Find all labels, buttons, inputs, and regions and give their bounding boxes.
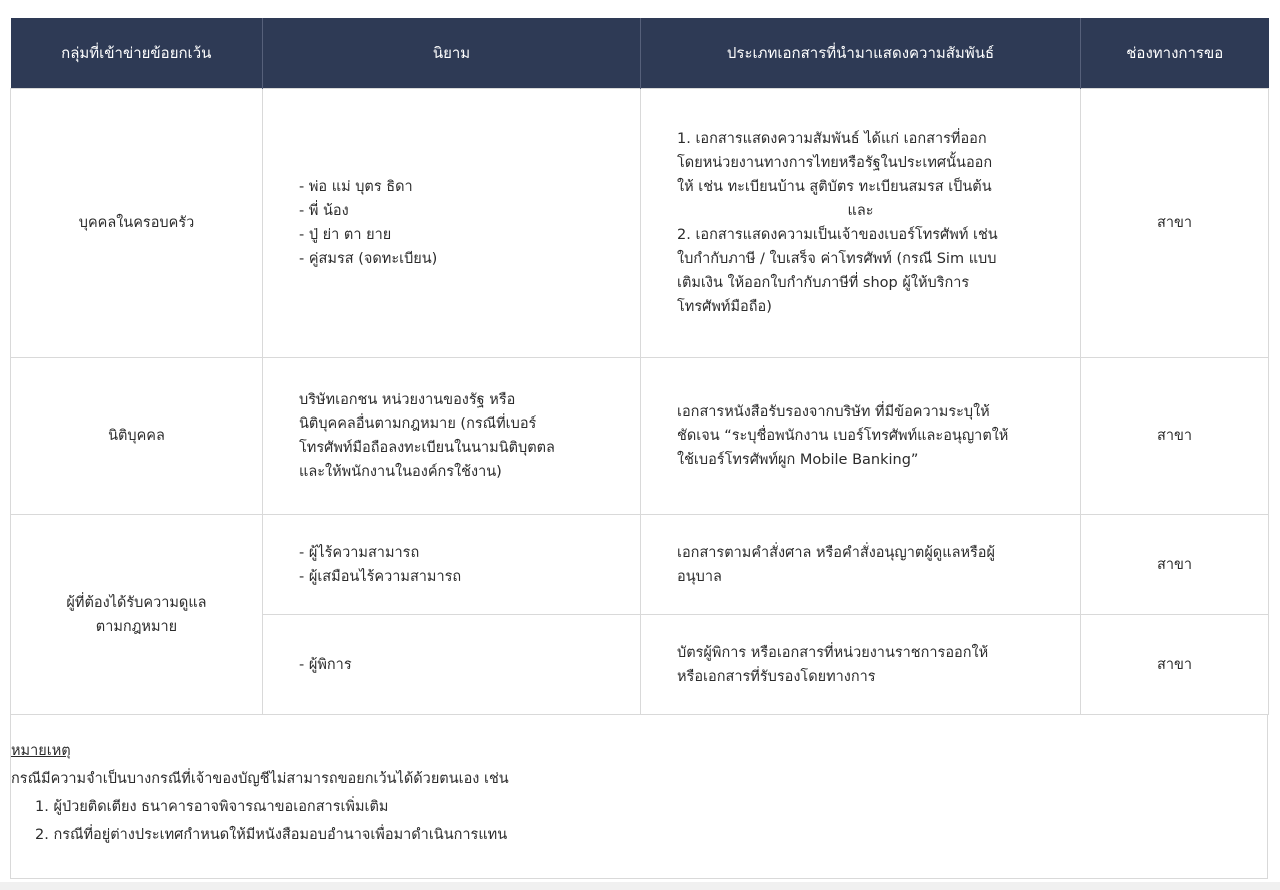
definition-incapacitated [263, 515, 641, 615]
header-channel: ช่องทางการขอ [1081, 18, 1269, 89]
channel-disabled: สาขา [1081, 615, 1269, 715]
table-row-juristic [11, 358, 1269, 515]
header-documents: ประเภทเอกสารที่นำมาแสดงความสัมพันธ์ [641, 18, 1081, 89]
documents-line: เอกสารตามคำสั่งศาล หรือคำสั่งอนุญาตผู้ดูแลหรือผู้ [677, 544, 996, 561]
definition-line: - พ่อ แม่ บุตร ธิดา [299, 179, 413, 195]
definition-line: และให้พนักงานในองค์กรใช้งาน) [299, 464, 502, 480]
definition-line: โทรศัพท์มือถือลงทะเบียนในนามนิติบุตตล [299, 440, 555, 456]
channel-family: สาขา [1081, 89, 1269, 358]
definition-family [263, 89, 641, 358]
definition-line: - ผู้ไร้ความสามารถ [299, 544, 420, 561]
table-row-family [11, 89, 1269, 358]
exception-document-page [10, 18, 1268, 879]
note-intro: กรณีมีความจำเป็นบางกรณีที่เจ้าของบัญชีไม่สามารถขอยกเว้นได้ด้วยตนเอง เช่น [11, 771, 509, 787]
documents-line: ใช้เบอร์โทรศัพท์ผูก Mobile Banking” [677, 452, 919, 468]
note-section [10, 715, 1268, 879]
documents-line: เติมเงิน ให้ออกใบกำกับภาษีที่ shop ผู้ให้บริการ [677, 275, 970, 291]
header-group: กลุ่มที่เข้าข่ายข้อยกเว้น [11, 18, 263, 89]
documents-line: และ [847, 203, 874, 219]
documents-line: ชัดเจน “ระบุชื่อพนักงาน เบอร์โทรศัพท์และอนุญาตให้ [677, 428, 1009, 444]
group-guardianship [11, 515, 263, 715]
definition-line: - ปู่ ย่า ตา ยาย [299, 227, 392, 243]
documents-line: โทรศัพท์มือถือ) [677, 299, 772, 315]
definition-disabled [263, 615, 641, 715]
definition-line: นิติบุคคลอื่นตามกฎหมาย (กรณีที่เบอร์ [299, 416, 537, 432]
documents-line: ใบกำกับภาษี / ใบเสร็จ ค่าโทรศัพท์ (กรณี Sim แบบ [677, 251, 997, 267]
table-header-row [11, 18, 1269, 89]
documents-line: อนุบาล [677, 568, 722, 585]
group-family: บุคคลในครอบครัว [11, 89, 263, 358]
note-item: 1. ผู้ป่วยติดเตียง ธนาคารอาจพิจารณาขอเอกสารเพิ่มเติม [35, 799, 389, 815]
definition-line: บริษัทเอกชน หน่วยงานของรัฐ หรือ [299, 392, 516, 408]
note-item: 2. กรณีที่อยู่ต่างประเทศกำหนดให้มีหนังสือมอบอำนาจเพื่อมาดำเนินการแทน [35, 827, 508, 843]
exception-groups-table [10, 18, 1269, 715]
channel-incapacitated: สาขา [1081, 515, 1269, 615]
definition-line: - พี่ น้อง [299, 203, 349, 219]
definition-line: - คู่สมรส (จดทะเบียน) [299, 251, 438, 267]
group-line: ผู้ที่ต้องได้รับความดูแล [66, 594, 207, 611]
documents-line: เอกสารหนังสือรับรองจากบริษัท ที่มีข้อความระบุให้ [677, 404, 990, 420]
definition-juristic [263, 358, 641, 515]
table-row-incapacitated [11, 515, 1269, 615]
documents-line: ให้ เช่น ทะเบียนบ้าน สูติบัตร ทะเบียนสมรส เป็นต้น [677, 179, 992, 195]
documents-line: โดยหน่วยงานทางการไทยหรือรัฐในประเทศนั้นออก [677, 155, 993, 171]
documents-juristic [641, 358, 1081, 515]
documents-incapacitated [641, 515, 1081, 615]
documents-line: 2. เอกสารแสดงความเป็นเจ้าของเบอร์โทรศัพท์ เช่น [677, 227, 998, 243]
documents-disabled [641, 615, 1081, 715]
channel-juristic: สาขา [1081, 358, 1269, 515]
documents-line: หรือเอกสารที่รับรองโดยทางการ [677, 668, 876, 685]
documents-line: 1. เอกสารแสดงความสัมพันธ์ ได้แก่ เอกสารที่ออก [677, 131, 987, 147]
note-title: หมายเหตุ [11, 743, 71, 759]
header-definition: นิยาม [263, 18, 641, 89]
definition-line: - ผู้พิการ [299, 656, 352, 673]
bottom-divider [0, 882, 1280, 890]
group-juristic: นิติบุคคล [11, 358, 263, 515]
documents-line: บัตรผู้พิการ หรือเอกสารที่หน่วยงานราชการออกให้ [677, 644, 989, 661]
definition-line: - ผู้เสมือนไร้ความสามารถ [299, 568, 462, 585]
documents-family [641, 89, 1081, 358]
group-line: ตามกฎหมาย [95, 618, 178, 635]
